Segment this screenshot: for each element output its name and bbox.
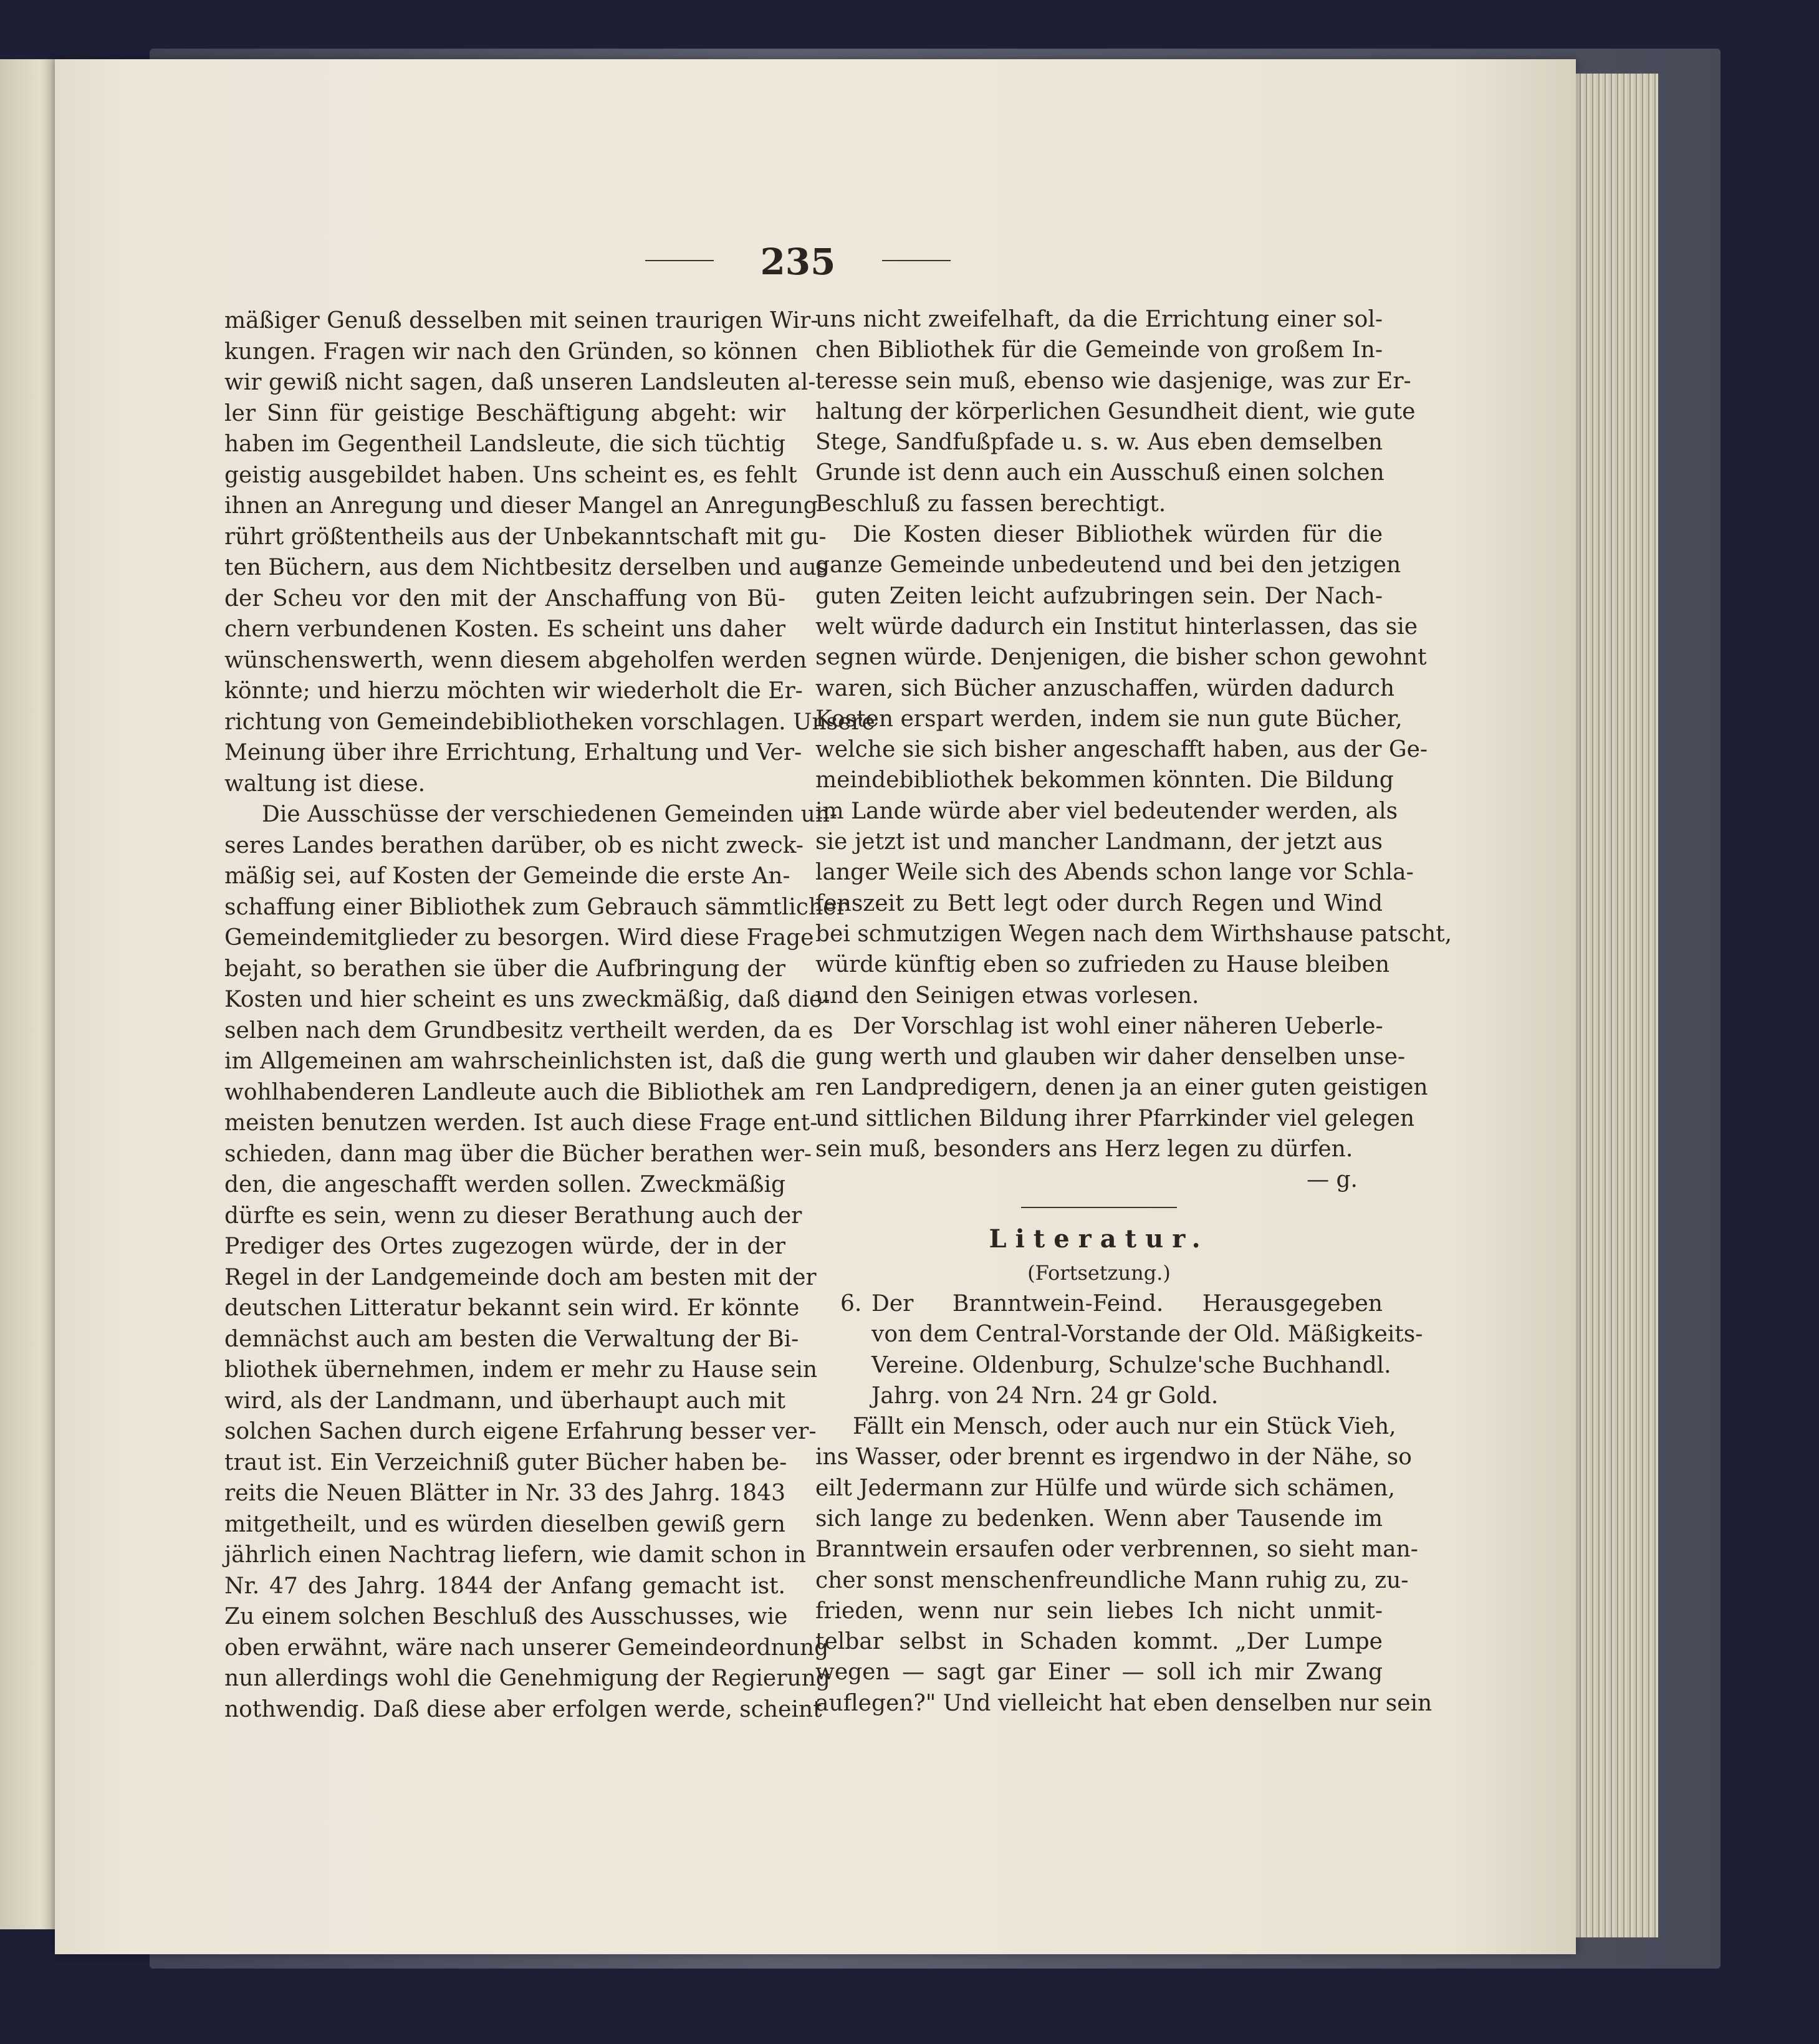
text-line: wir gewiß nicht sagen, daß unseren Landsleuten al- bbox=[224, 370, 816, 395]
text-line: meindebibliothek bekommen könnten. Die Bildung bbox=[815, 767, 1394, 794]
text-line: telbar selbst in Schaden kommt. „Der Lumpe bbox=[815, 1629, 1383, 1655]
text-line: schaffung einer Bibliothek zum Gebrauch sämmtlicher bbox=[224, 894, 847, 920]
text-line: ren Landpredigern, denen ja an einer guten geistigen bbox=[815, 1075, 1428, 1101]
entry-line: Vereine. Oldenburg, Schulze'sche Buchhandl. bbox=[871, 1352, 1391, 1378]
text-line: schieden, dann mag über die Bücher berathen wer- bbox=[224, 1141, 812, 1167]
right-column bbox=[815, 304, 1452, 1719]
text-line: Nr. 47 des Jahrg. 1844 der Anfang gemacht ist. bbox=[224, 1573, 785, 1599]
text-line: uns nicht zweifelhaft, da die Errichtung einer sol- bbox=[815, 307, 1383, 332]
text-line: könnte; und hierzu möchten wir wiederholt die Er- bbox=[224, 678, 803, 704]
text-line: Meinung über ihre Errichtung, Erhaltung und Ver- bbox=[224, 740, 802, 765]
text-line: der Scheu vor den mit der Anschaffung von Bü- bbox=[224, 585, 785, 612]
left-column bbox=[224, 305, 875, 1725]
right-column-article bbox=[815, 304, 1452, 1164]
page-number: 235 bbox=[760, 241, 836, 283]
entry-line: von dem Central-Vorstande der Old. Mäßigkeits- bbox=[871, 1322, 1423, 1348]
text-line: teresse sein muß, ebenso wie dasjenige, was zur Er- bbox=[815, 368, 1411, 394]
text-line: ins Wasser, oder brennt es irgendwo in der Nähe, so bbox=[815, 1444, 1412, 1471]
text-line: Kosten und hier scheint es uns zweckmäßig, daß die- bbox=[224, 987, 830, 1012]
text-line: meisten benutzen werden. Ist auch diese Frage ent- bbox=[224, 1110, 818, 1136]
text-line: sie jetzt ist und mancher Landmann, der jetzt aus bbox=[815, 829, 1383, 855]
text-line: würde künftig eben so zufrieden zu Hause bleiben bbox=[815, 952, 1390, 978]
text-line: welt würde dadurch ein Institut hinterlassen, das sie bbox=[815, 613, 1418, 640]
text-line: bliothek übernehmen, indem er mehr zu Hause sein bbox=[224, 1357, 818, 1383]
section-heading: Literatur. bbox=[989, 1224, 1209, 1254]
text-line: wohlhabenderen Landleute auch die Bibliothek am bbox=[224, 1079, 805, 1105]
text-line: bei schmutzigen Wegen nach dem Wirthshause patscht, bbox=[815, 921, 1452, 947]
text-line: seres Landes berathen darüber, ob es nicht zweck- bbox=[224, 832, 804, 858]
text-line: traut ist. Ein Verzeichniß guter Bücher haben be- bbox=[224, 1449, 787, 1475]
text-line: deutschen Litteratur bekannt sein wird. Er könnte bbox=[224, 1295, 800, 1321]
text-line: ten Büchern, aus dem Nichtbesitz derselben und aus bbox=[224, 555, 828, 580]
text-line: eilt Jedermann zur Hülfe und würde sich schämen, bbox=[815, 1475, 1395, 1501]
text-line: kungen. Fragen wir nach den Gründen, so können bbox=[224, 338, 798, 365]
text-line: waltung ist diese. bbox=[224, 770, 426, 797]
text-line: Der Vorschlag ist wohl einer näheren Ueberle- bbox=[853, 1013, 1383, 1039]
text-line: geistig ausgebildet haben. Uns scheint es, es fehlt bbox=[224, 462, 797, 488]
text-line: haben im Gegentheil Landsleute, die sich tüchtig bbox=[224, 431, 785, 457]
literature-review-text bbox=[815, 1411, 1433, 1719]
text-line: sich lange zu bedenken. Wenn aber Tausende im bbox=[815, 1505, 1383, 1532]
text-line: Stege, Sandfußpfade u. s. w. Aus eben demselben bbox=[815, 429, 1383, 456]
page-block-edges bbox=[1571, 74, 1658, 1937]
text-line: Die Kosten dieser Bibliothek würden für die bbox=[853, 522, 1383, 548]
section-subheading: (Fortsetzung.) bbox=[1027, 1260, 1171, 1285]
text-line: bejaht, so berathen sie über die Aufbringung der bbox=[224, 956, 785, 982]
text-line: Die Ausschüsse der verschiedenen Gemeinden un- bbox=[262, 802, 838, 827]
text-line: gung werth und glauben wir daher denselben unse- bbox=[815, 1044, 1406, 1070]
text-line: oben erwähnt, wäre nach unserer Gemeindeordnung bbox=[224, 1634, 829, 1661]
text-line: solchen Sachen durch eigene Erfahrung besser ver- bbox=[224, 1419, 817, 1444]
section-divider bbox=[815, 1196, 1383, 1221]
text-line: rührt größtentheils aus der Unbekanntschaft mit gu- bbox=[224, 524, 827, 550]
article-signature: — g. bbox=[1307, 1167, 1358, 1193]
text-line: mäßig sei, auf Kosten der Gemeinde die erste An- bbox=[224, 863, 790, 889]
text-line: und sittlichen Bildung ihrer Pfarrkinder viel gelegen bbox=[815, 1105, 1415, 1131]
page-number-rule-right bbox=[882, 260, 951, 261]
entry-line: Jahrg. von 24 Nrn. 24 gr Gold. bbox=[871, 1383, 1219, 1409]
text-line: nothwendig. Daß diese aber erfolgen werde, scheint bbox=[224, 1696, 822, 1722]
text-line: wegen — sagt gar Einer — soll ich mir Zwang bbox=[815, 1659, 1383, 1686]
text-line: cher sonst menschenfreundliche Mann ruhig zu, zu- bbox=[815, 1567, 1409, 1593]
literature-entry bbox=[815, 1288, 1423, 1411]
text-line: haltung der körperlichen Gesundheit dient, wie gute bbox=[815, 398, 1416, 425]
text-line: ganze Gemeinde unbedeutend und bei den jetzigen bbox=[815, 552, 1401, 578]
text-line: Fällt ein Mensch, oder auch nur ein Stück Vieh, bbox=[853, 1414, 1396, 1440]
text-line: Zu einem solchen Beschluß des Ausschusses, wie bbox=[224, 1604, 788, 1629]
entry-number: 6. bbox=[840, 1290, 862, 1317]
entry-line: 6. Der Branntwein-Feind. Herausgegeben bbox=[815, 1288, 1383, 1319]
text-line: Beschluß zu fassen berechtigt. bbox=[815, 491, 1166, 517]
text-line: im Allgemeinen am wahrscheinlichsten ist, daß die bbox=[224, 1048, 806, 1074]
text-line: Grunde ist denn auch ein Ausschuß einen solchen bbox=[815, 460, 1385, 486]
text-line: segnen würde. Denjenigen, die bisher schon gewohnt bbox=[815, 645, 1427, 671]
text-line: mitgetheilt, und es würden dieselben gewiß gern bbox=[224, 1511, 785, 1537]
text-line: welche sie sich bisher angeschafft haben, aus der Ge- bbox=[815, 737, 1428, 763]
text-line: chen Bibliothek für die Gemeinde von großem In- bbox=[815, 337, 1383, 363]
text-line: Prediger des Ortes zugezogen würde, der in der bbox=[224, 1234, 785, 1259]
text-line: sein muß, besonders ans Herz legen zu dürfen. bbox=[815, 1136, 1353, 1163]
text-line: demnächst auch am besten die Verwaltung der Bi- bbox=[224, 1326, 799, 1352]
text-line: ler Sinn für geistige Beschäftigung abgeht: wir bbox=[224, 400, 785, 426]
text-line: auflegen?" Und vielleicht hat eben denselben nur sein bbox=[815, 1690, 1433, 1716]
text-line: guten Zeiten leicht aufzubringen sein. Der Nach- bbox=[815, 583, 1383, 609]
text-line: mäßiger Genuß desselben mit seinen traurigen Wir- bbox=[224, 308, 818, 333]
text-line: waren, sich Bücher anzuschaffen, würden dadurch bbox=[815, 675, 1395, 701]
text-line: Regel in der Landgemeinde doch am besten mit der bbox=[224, 1264, 817, 1290]
text-line: und den Seinigen etwas vorlesen. bbox=[815, 982, 1199, 1009]
text-line: wünschenswerth, wenn diesem abgeholfen werden bbox=[224, 647, 807, 673]
text-line: richtung von Gemeindebibliotheken vorschlagen. Unsere bbox=[224, 709, 875, 735]
text-line: den, die angeschafft werden sollen. Zweckmäßig bbox=[224, 1172, 785, 1197]
text-line: dürfte es sein, wenn zu dieser Berathung auch der bbox=[224, 1202, 802, 1229]
text-line: Gemeindemitglieder zu besorgen. Wird diese Frage bbox=[224, 925, 814, 951]
text-line: Kosten erspart werden, indem sie nun gute Bücher, bbox=[815, 706, 1403, 732]
text-line: chern verbundenen Kosten. Es scheint uns daher bbox=[224, 617, 785, 642]
text-line: langer Weile sich des Abends schon lange vor Schla- bbox=[815, 860, 1414, 886]
text-line: im Lande würde aber viel bedeutender werden, als bbox=[815, 798, 1398, 824]
text-line: jährlich einen Nachtrag liefern, wie damit schon in bbox=[224, 1542, 806, 1568]
text-line: ihnen an Anregung und dieser Mangel an Anregung bbox=[224, 493, 818, 519]
text-line: Branntwein ersaufen oder verbrennen, so sieht man- bbox=[815, 1537, 1418, 1563]
text-line: wird, als der Landmann, und überhaupt auch mit bbox=[224, 1388, 785, 1414]
text-line: frieden, wenn nur sein liebes Ich nicht unmit- bbox=[815, 1598, 1383, 1624]
facing-page-edge bbox=[0, 59, 57, 1929]
text-line: nun allerdings wohl die Genehmigung der Regierung bbox=[224, 1666, 830, 1691]
text-line: selben nach dem Grundbesitz vertheilt werden, da es bbox=[224, 1017, 833, 1044]
text-line: reits die Neuen Blätter in Nr. 33 des Jahrg. 1843 bbox=[224, 1480, 785, 1506]
text-line: fenszeit zu Bett legt oder durch Regen und Wind bbox=[815, 890, 1383, 916]
